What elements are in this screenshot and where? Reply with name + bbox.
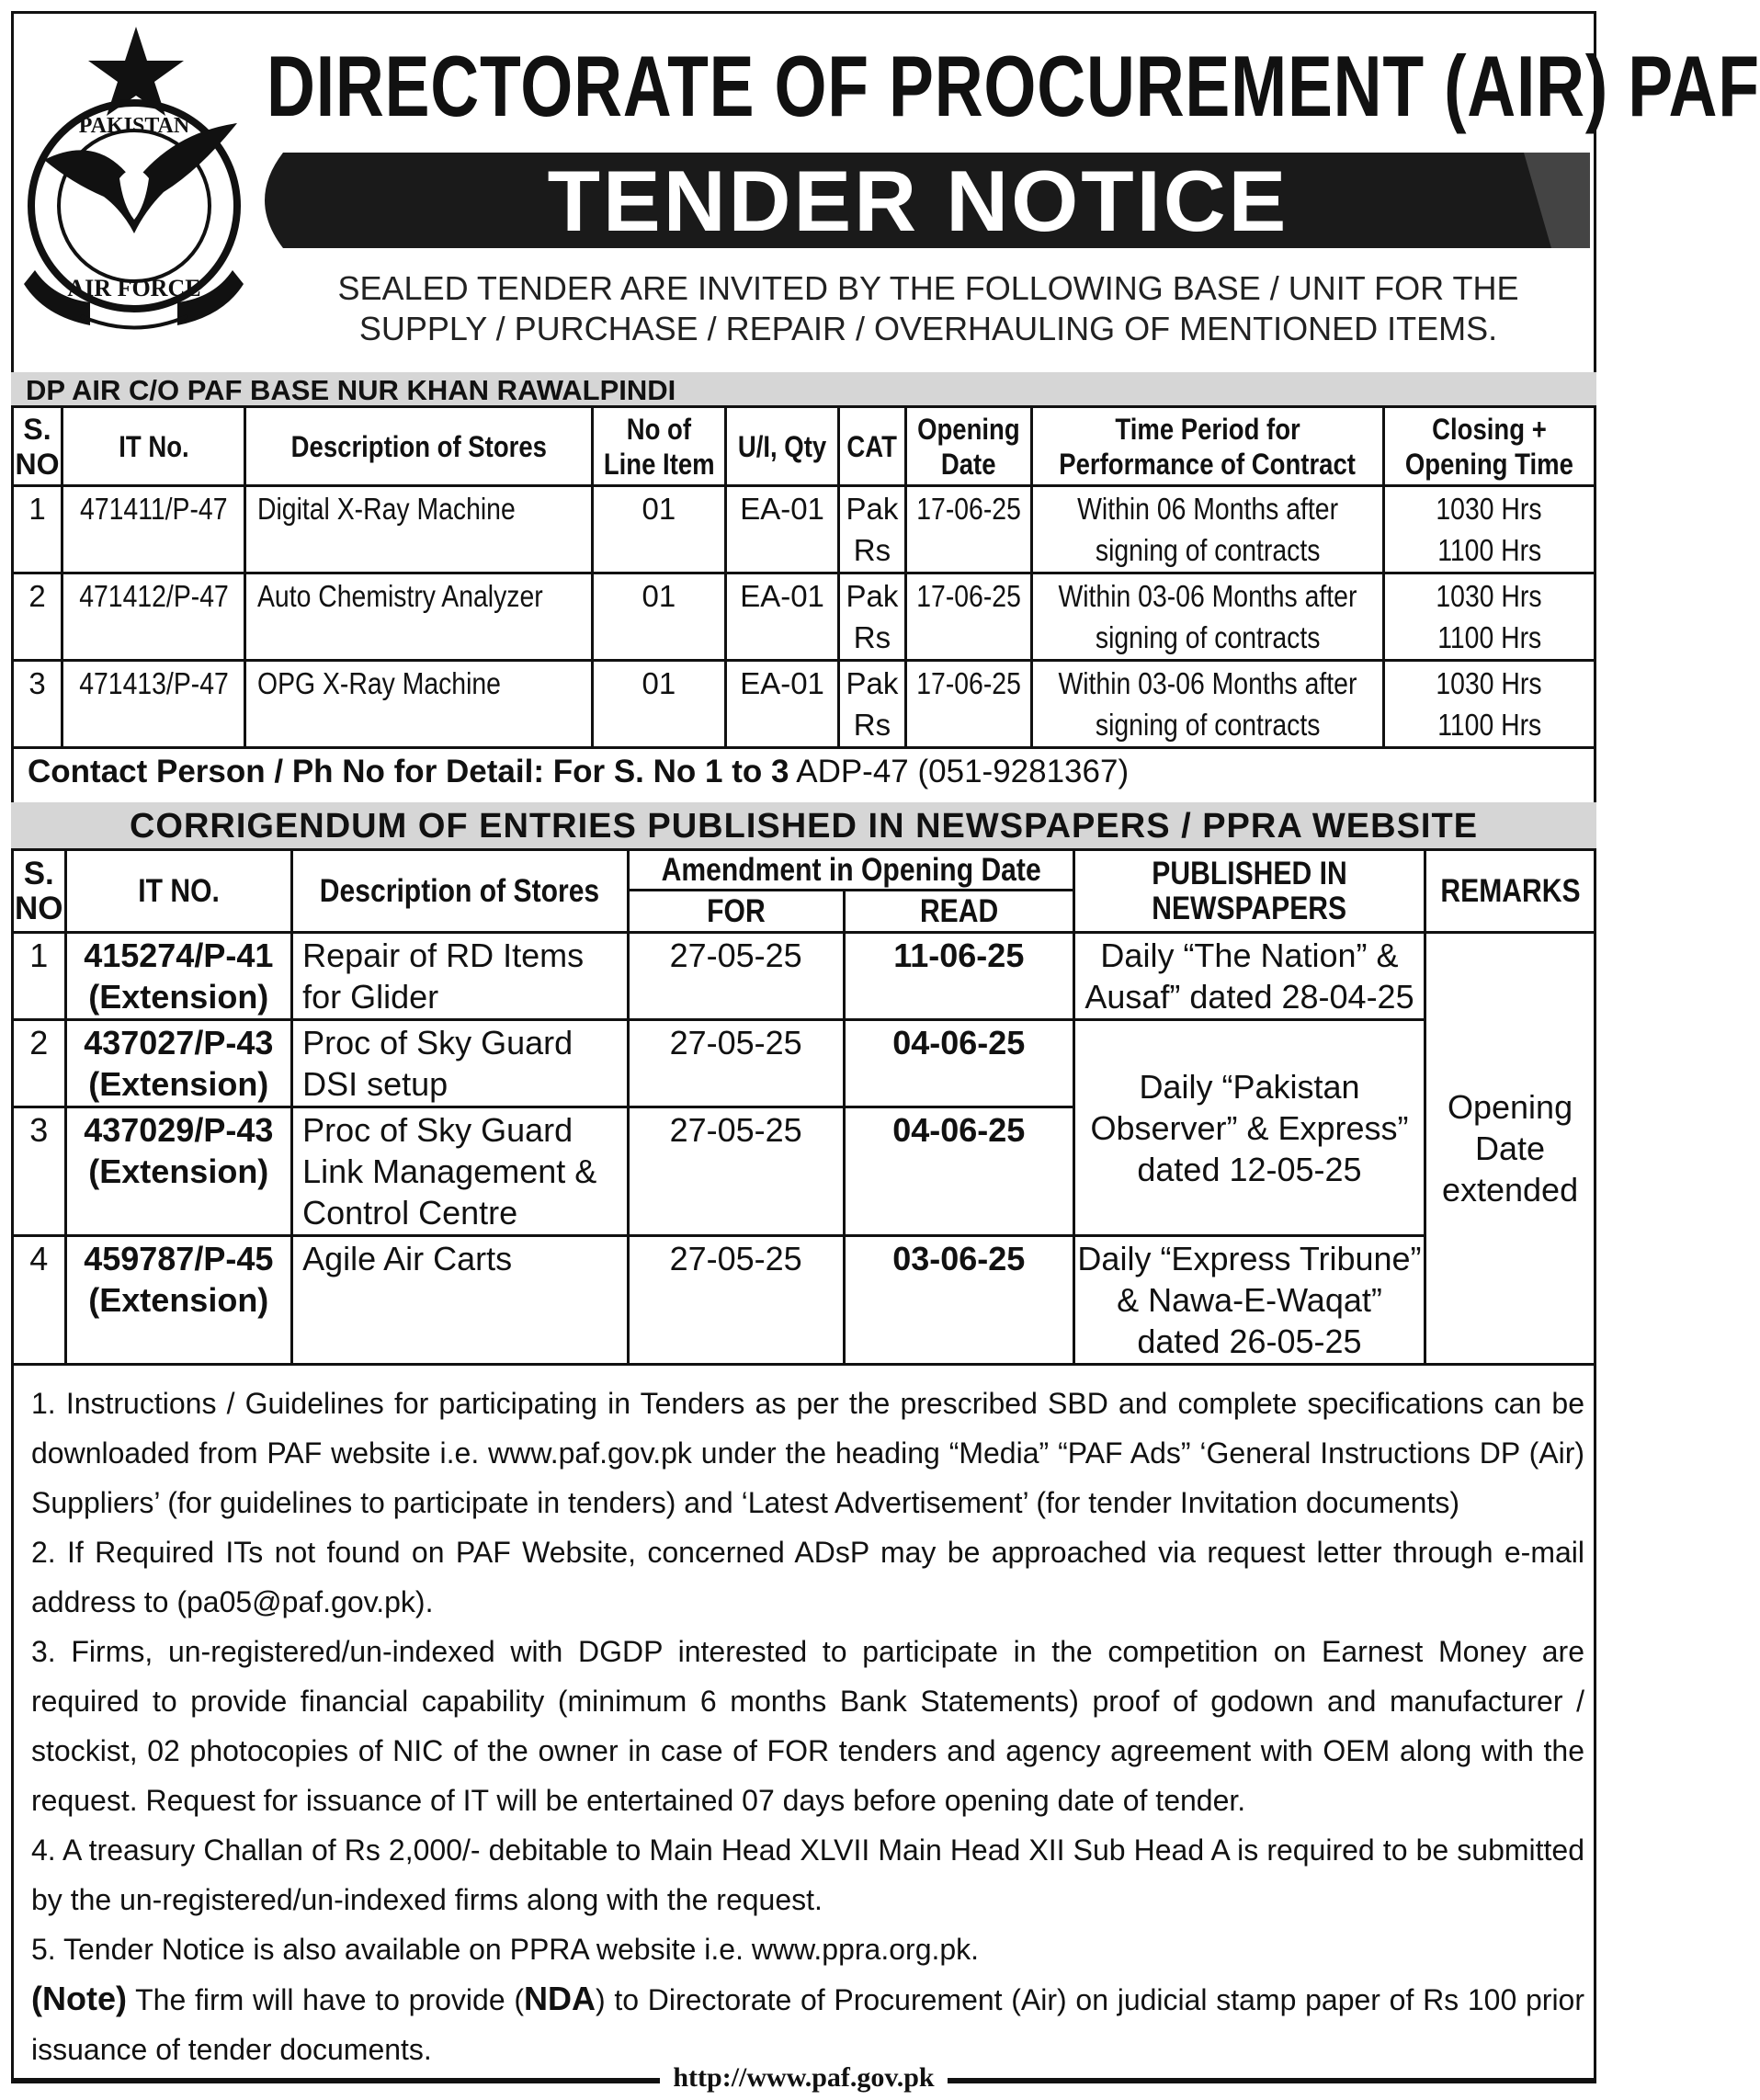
directorate-title: DIRECTORATE OF PROCUREMENT (AIR) PAF: [267, 38, 1760, 134]
note-4: 4. A treasury Challan of Rs 2,000/- debitable to Main Head XLVII Main Head XII Sub Head A is required to be submitted by the un-registered/un-indexed firms along with the request.: [31, 1833, 1584, 1916]
instructions: [31, 1379, 1584, 2074]
svg-text:PAKISTAN: PAKISTAN: [78, 114, 190, 138]
corrigendum-table: [11, 848, 1596, 1366]
paf-emblem-icon: [17, 22, 251, 335]
tender-notice-heading: TENDER NOTICE: [547, 153, 1289, 249]
note-5: 5. Tender Notice is also available on PPRA website i.e. www.ppra.org.pk.: [31, 1933, 980, 1966]
note-1: 1. Instructions / Guidelines for participating in Tenders as per the prescribed SBD and complete specifications can be downloaded from PAF website i.e. www.paf.gov.pk under the heading “Media” “PAF Ads” ‘General Instructions DP (Air) Suppliers’ (for guidelines to participate in tenders) and ‘Latest Advertisement’ (for tender Invitation documents): [31, 1387, 1584, 1519]
section-title: DP AIR C/O PAF BASE NUR KHAN RAWALPINDI: [26, 374, 676, 406]
table-row: 3 437029/P-43 (Extension) Proc of Sky Guard Link Management & Control Centre 27-05-25 04-06-25: [13, 1107, 1595, 1236]
corrigendum-header: S. NO IT NO. Description of Stores Amendment in Opening Date PUBLISHED IN NEWSPAPERS REMARKS: [13, 850, 1595, 891]
table-row: 2 437027/P-43 (Extension) Proc of Sky Guard DSI setup 27-05-25 04-06-25 Daily “Pakistan Observer” & Express” dated 12-05-25: [13, 1020, 1595, 1107]
nda-note: (Note) The firm will have to provide (NDA) to Directorate of Procurement (Air) on judicial stamp paper of Rs 100 prior issuance of tender documents.: [31, 1980, 1585, 2066]
contact-person: Contact Person / Ph No for Detail: For S. No 1 to 3 ADP-47 (051-9281367): [28, 754, 1130, 789]
svg-text:AIR FORCE: AIR FORCE: [67, 275, 201, 301]
tender-table-header: S. NO IT No. Description of Stores No of Line Item U/I, Qty CAT Opening Date Time Period for Performance of Contract Closing + Opening Time: [13, 407, 1595, 486]
note-3: 3. Firms, un-registered/un-indexed with DGDP interested to participate in the competition on Earnest Money are required to provide financial capability (minimum 6 months Bank Statements) proof of godown and manufacturer / stockist, 02 photocopies of NIC of the owner in case of FOR tenders and agency agreement with OEM along with the request. Request for issuance of IT will be entertained 07 days before opening date of tender.: [31, 1635, 1584, 1817]
table-row: 2 471412/P-47 Auto Chemistry Analyzer 01 EA-01 Pak Rs 17-06-25 Within 03-06 Months after signing of contracts 1030 Hrs 1100 Hrs: [13, 573, 1595, 661]
invitation-text: SEALED TENDER ARE INVITED BY THE FOLLOWING BASE / UNIT FOR THE SUPPLY / PURCHASE / REPAIR / OVERHAULING OF MENTIONED ITEMS.: [337, 269, 1519, 347]
tender-table: [11, 405, 1596, 749]
table-row: 1 415274/P-41 (Extension) Repair of RD Items for Glider 27-05-25 11-06-25 Daily “The Nation” & Ausaf” dated 28-04-25 Opening Date extended: [13, 933, 1595, 1020]
footer-url[interactable]: http://www.paf.gov.pk: [660, 2062, 947, 2093]
table-row: 3 471413/P-47 OPG X-Ray Machine 01 EA-01 Pak Rs 17-06-25 Within 03-06 Months after signing of contracts 1030 Hrs 1100 Hrs: [13, 661, 1595, 748]
footer: [0, 2062, 1607, 2094]
table-row: 1 471411/P-47 Digital X-Ray Machine 01 EA-01 Pak Rs 17-06-25 Within 06 Months after signing of contracts 1030 Hrs 1100 Hrs: [13, 486, 1595, 573]
corrigendum-title: CORRIGENDUM OF ENTRIES PUBLISHED IN NEWSPAPERS / PPRA WEBSITE: [129, 807, 1479, 846]
corrigendum-subheader: FOR READ: [13, 891, 1595, 933]
note-2: 2. If Required ITs not found on PAF Website, concerned ADsP may be approached via request letter through e-mail address to (pa05@paf.gov.pk).: [31, 1536, 1584, 1618]
table-row: 4 459787/P-45 (Extension) Agile Air Carts 27-05-25 03-06-25 Daily “Express Tribune” & Nawa-E-Waqat” dated 26-05-25: [13, 1236, 1595, 1365]
